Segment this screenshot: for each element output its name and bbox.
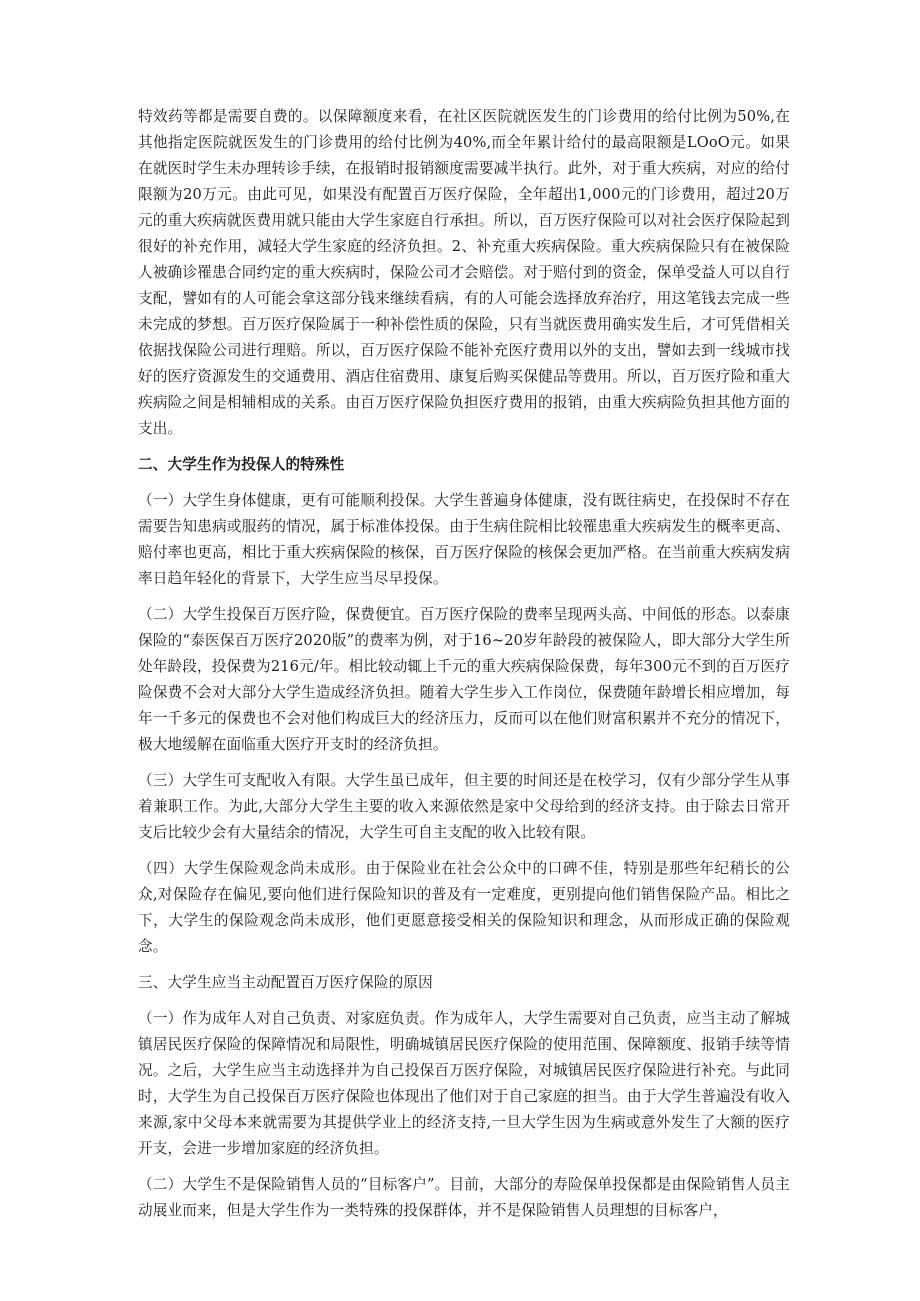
paragraph-insurance-concept: （四）大学生保险观念尚未成形。由于保险业在社会公众中的口碑不佳，特别是那些年纪稍长的公众,对保险存在偏见,要向他们进行保险知识的普及有一定难度，更别提向他们销售保险产品。相比之下，大学生的保险观念尚未成形，他们更愿意接受相关的保险知识和理念，从而形成正确的保险观念。	[138, 860, 790, 955]
document-page	[138, 104, 790, 1234]
paragraph-responsibility: （一）作为成年人对自己负责、对家庭负责。作为成年人，大学生需要对自己负责，应当主动了解城镇居民医疗保险的保障情况和局限性，明确城镇居民医疗保险的使用范围、保障额度、报销手续等情况。之后，大学生应当主动选择并为自己投保百万医疗保险，对城镇居民医疗保险进行补充。与此同时，大学生为自己投保百万医疗保险也体现出了他们对于自己家庭的担当。由于大学生普遍没有收入来源,家中父母本来就需要为其提供学业上的经济支持,一旦大学生因为生病或意外发生了大额的医疗开支，会进一步增加家庭的经济负担。	[138, 1010, 790, 1157]
section-heading-3: 三、大学生应当主动配置百万医疗保险的原因	[138, 974, 433, 991]
paragraph-target-customer: （二）大学生不是保险销售人员的“目标客户”。目前，大部分的寿险保单投保都是由保险销售人员主动展业而来，但是大学生作为一类特殊的投保群体，并不是保险销售人员理想的目标客户，	[138, 1176, 790, 1219]
paragraph-low-premium: （二）大学生投保百万医疗险，保费便宜。百万医疗保险的费率呈现两头高、中间低的形态。以泰康保险的“泰医保百万医疗2020版”的费率为例，对于16~20岁年龄段的被保险人，即大部分大学生所处年龄段，投保费为216元/年。相比较动辄上千元的重大疾病保险保费，每年300元不到的百万医疗险保费不会对大部分大学生造成经济负担。随着大学生步入工作岗位，保费随年龄增长相应增加，每年一千多元的保费也不会对他们构成巨大的经济压力，反而可以在他们财富积累并不充分的情况下，极大地缓解在面临重大医疗开支时的经济负担。	[138, 606, 790, 753]
paragraph-limited-income: （三）大学生可支配收入有限。大学生虽已成年，但主要的时间还是在校学习，仅有少部分学生从事着兼职工作。为此,大部分大学生主要的收入来源依然是家中父母给到的经济支持。由于除去日常开支后比较少会有大量结余的情况，大学生可自主支配的收入比较有限。	[138, 772, 790, 841]
section-heading-2: 二、大学生作为投保人的特殊性	[138, 456, 345, 473]
paragraph-healthy-students: （一）大学生身体健康，更有可能顺利投保。大学生普遍身体健康，没有既往病史，在投保时不存在需要告知患病或服药的情况，属于标准体投保。由于生病住院相比较罹患重大疾病发生的概率更高、赔付率也更高，相比于重大疾病保险的核保，百万医疗保险的核保会更加严格。在当前重大疾病发病率日趋年轻化的背景下，大学生应当尽早投保。	[138, 492, 790, 587]
paragraph-insurance-coverage: 特效药等都是需要自费的。以保障额度来看，在社区医院就医发生的门诊费用的给付比例为50%,在其他指定医院就医发生的门诊费用的给付比例为40%,而全年累计给付的最高限额是LOoO元。如果在就医时学生未办理转诊手续，在报销时报销额度需要减半执行。此外，对于重大疾病，对应的给付限额为20万元。由此可见，如果没有配置百万医疗保险，全年超出1,000元的门诊费用，超过20万元的重大疾病就医费用就只能由大学生家庭自行承担。所以，百万医疗保险可以对社会医疗保险起到很好的补充作用，减轻大学生家庭的经济负担。2、补充重大疾病保险。重大疾病保险只有在被保险人被确诊罹患合同约定的重大疾病时，保险公司才会赔偿。对于赔付到的资金，保单受益人可以自行支配，譬如有的人可能会拿这部分钱来继续看病，有的人可能会选择放弃治疗，用这笔钱去完成一些未完成的梦想。百万医疗保险属于一种补偿性质的保险，只有当就医费用确实发生后，才可凭借相关依据找保险公司进行理赔。所以，百万医疗保险不能补充医疗费用以外的支出，譬如去到一线城市找好的医疗资源发生的交通费用、酒店住宿费用、康复后购买保健品等费用。所以，百万医疗险和重大疾病险之间是相辅相成的关系。由百万医疗保险负担医疗费用的报销，由重大疾病险负担其他方面的支出。	[138, 108, 790, 437]
